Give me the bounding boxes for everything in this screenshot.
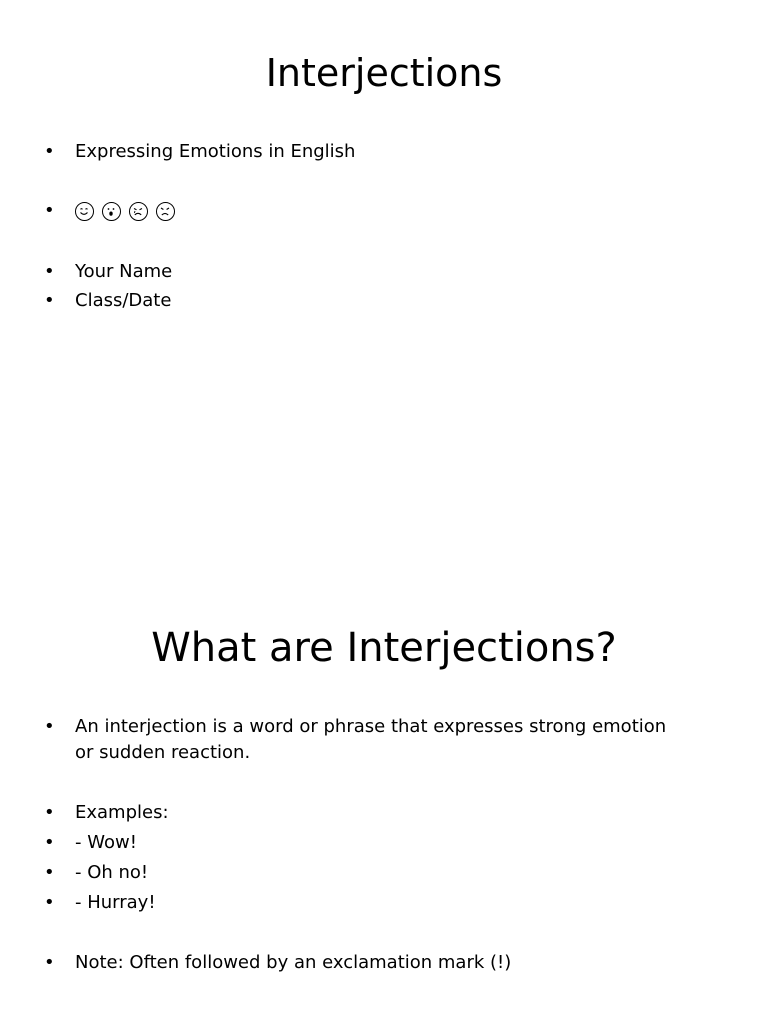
bullet-examples [0, 800, 700, 826]
slide-title: What are Interjections? [151, 625, 617, 671]
bullet-dot: • [44, 832, 55, 853]
bullet-emojis [0, 198, 700, 229]
bullet-text: Class/Date [75, 290, 172, 311]
bullet-class-date [0, 288, 700, 314]
bullet-text: Note: Often followed by an exclamation mark (!) [75, 952, 512, 973]
bullet-dot: • [44, 716, 55, 737]
bullet-example-1 [0, 830, 700, 856]
bullet-name [0, 259, 700, 285]
bullet-dot: • [44, 802, 55, 823]
bullet-text: An interjection is a word or phrase that expresses strong emotion or sudden reaction. [75, 716, 667, 763]
bullet-dot: • [44, 290, 55, 311]
bullet-text: - Wow! [75, 832, 137, 853]
bullet-dot: • [44, 200, 55, 221]
bullet-note [0, 950, 700, 976]
slide-2 [0, 576, 768, 1024]
smiling-face-icon [75, 202, 94, 221]
bullet-dot: • [44, 892, 55, 913]
bullet-text: Examples: [75, 802, 169, 823]
bullet-example-2 [0, 860, 700, 886]
bullet-dot: • [44, 261, 55, 282]
surprised-face-icon [102, 202, 121, 221]
bullet-definition [0, 714, 700, 766]
sad-face-icon [156, 202, 175, 221]
bullet-dot: • [44, 141, 55, 162]
bullet-text: Your Name [75, 261, 173, 282]
bullet-text: - Oh no! [75, 862, 149, 883]
bullet-text: Expressing Emotions in English [75, 141, 356, 162]
slide-title: Interjections [265, 51, 503, 95]
emoji-row [75, 198, 175, 224]
bullet-subtitle [0, 139, 700, 165]
crying-face-icon [129, 202, 148, 221]
bullet-dot: • [44, 952, 55, 973]
bullet-text: - Hurray! [75, 892, 156, 913]
bullet-dot: • [44, 862, 55, 883]
bullet-example-3 [0, 890, 700, 916]
